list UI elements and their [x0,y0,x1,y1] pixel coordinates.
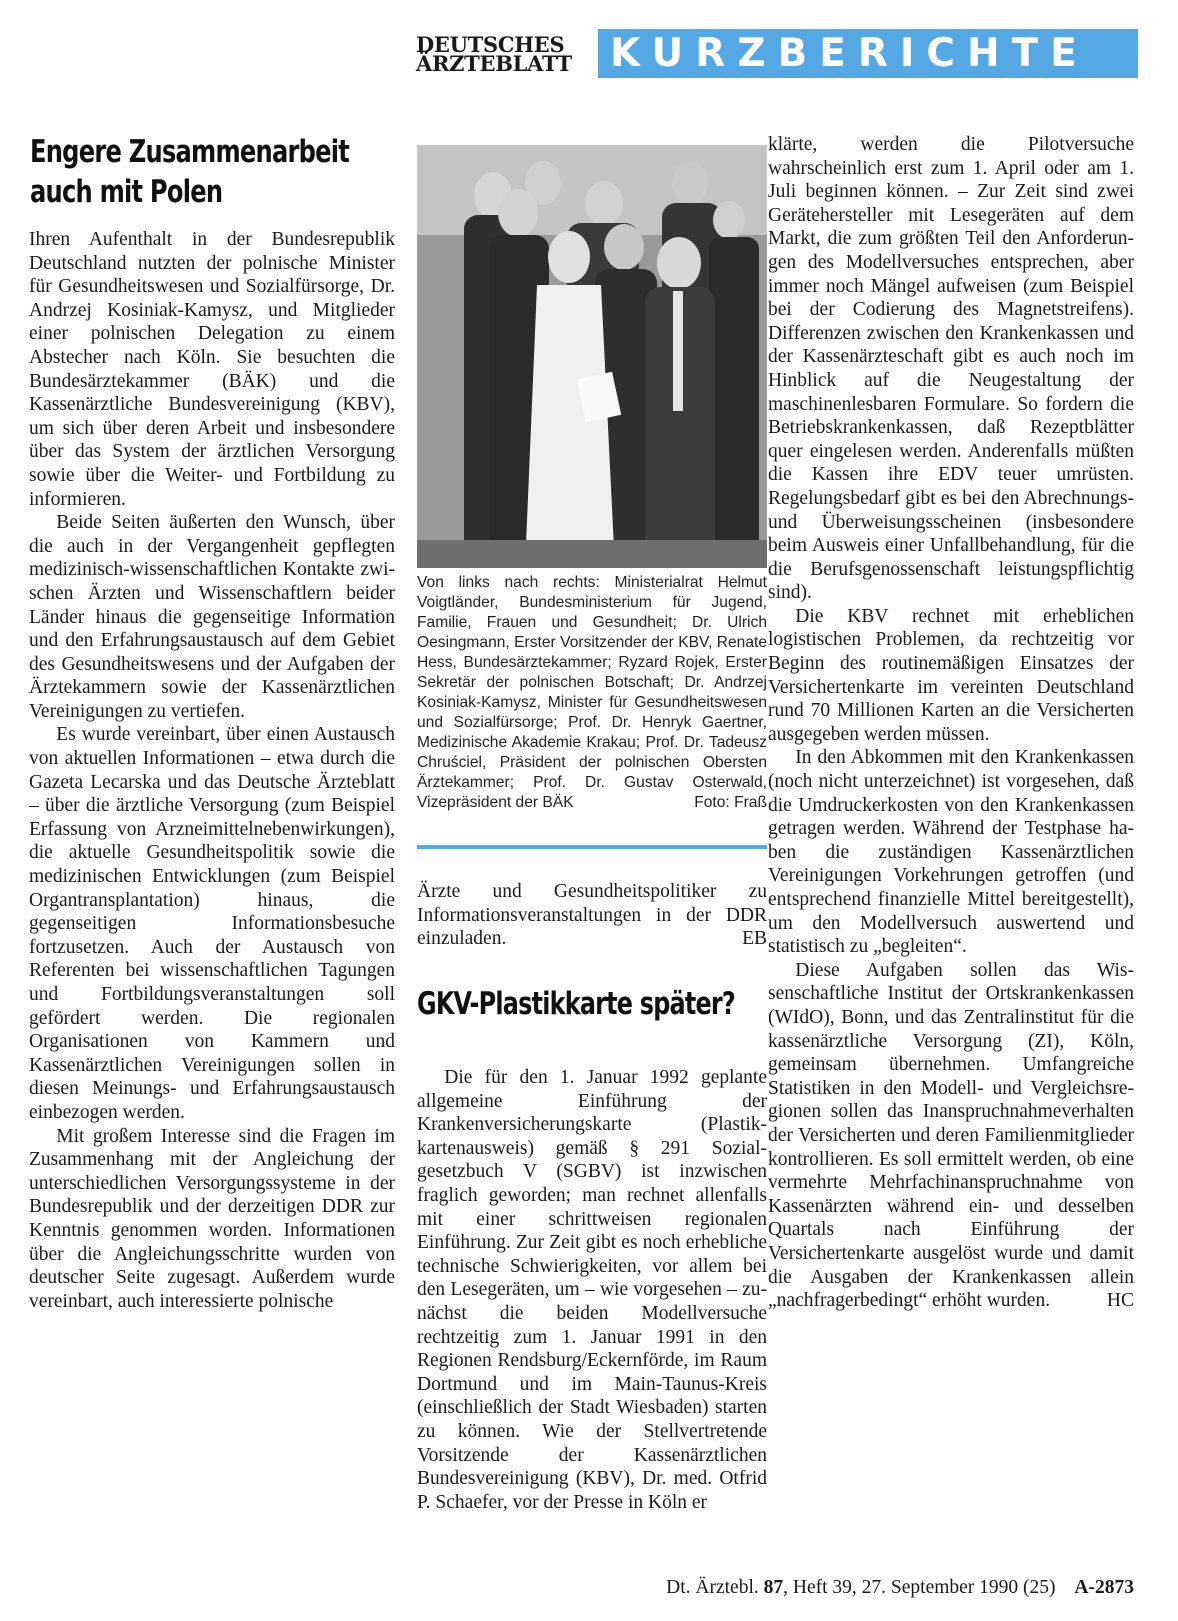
logo-line-2: ÄRZTEBLATT [416,51,572,76]
paragraph: Die KBV rechnet mit erheblichen logistischen Problemen, da rechtzeitig vor Beginn des routinemäßigen Einsatzes der Versichertenkarte im vereinten Deutschland rund 70 Millionen Karten an die Versicherten ausgegeben werden müssen. [768,605,1134,745]
paragraph: In den Abkommen mit den Krankenkassen (noch nicht unterzeichnet) ist vorgesehen, daß die Umdruckerkosten von den Krankenkassen getragen werden. Während der Testphase haben die zuständigen Kassenärztlichen Vereinigungen Vorkehrungen getroffen (und entsprechend finanzielle Mittel bereitgestellt), um den Modellversuch auswertend und statistisch zu „begleiten“. [768,747,1134,958]
page-footer [0,1577,1134,1599]
caption-text: Von links nach rechts: Ministerialrat Helmut Voigtländer, Bundesministerium für Jugend, Familie, Frauen und Gesundheit; Dr. Ulrich Oesingmann, Erster Vorsitzender der KBV, Renate Hess, Bundesärztekammer; Ryzard Rojek, Erster Sekretär der polnischen Botschaft; Dr. Andrzej Kosiniak-Kamysz, Minister für Gesundheitswesen und Sozialfürsorge; Prof. Dr. Henryk Gaertner, Medizinische Akademie Krakau; Prof. Dr. Tadeusz Chruściel, Präsident der polnischen Obersten Ärztekammer; Prof. Dr. Gustav Osterwald, Vizepräsident der BÄK [417,574,767,811]
paragraph [417,880,767,951]
headline-line-1: Engere Zusammenarbeit [30,134,350,170]
paragraph: Beide Seiten äußerten den Wunsch, über die auch in der Vergangenheit gepflegten medizinisch-wissenschaftlichen Kontakte zwischen Ärzten und Wissenschaftlern beider Länder hinaus die gegenseitige Information und den Erfahrungsaustausch auf dem Gebiet des Gesundheitswesens und der Aufgaben der Ärztekammern sowie der Kassenärztlichen Vereinigungen zu vertiefen. [29,512,395,722]
continuation-text: Ärzte und Gesundheitspolitiker zu Informationsveranstaltungen in der DDR einzuladen. [417,881,767,950]
author-initials: HC [1106,1290,1134,1312]
article-plastikkarte-continued [768,133,1134,1313]
photo-credit: Foto: Fraß [694,794,767,811]
article-plastikkarte-body [417,1066,767,1514]
paragraph [768,959,1134,1313]
article-polen-continuation [417,880,767,951]
logo-line-1: DEUTSCHES [416,32,565,57]
section-title: KURZBERICHTE [610,31,1089,76]
journal-logo [416,32,591,76]
article-polen-body [29,228,395,1313]
citation-prefix: Dt. Ärztebl. [666,1577,759,1598]
headline-line-2: auch mit Polen [30,174,223,210]
author-initials: EB [742,928,767,950]
paragraph: Ihren Aufenthalt in der Bundesrepublik Deutschland nutzten der polnische Minister für Gesundheitswesen und Sozialfürsorge, Dr. Andrzej Kosiniak-Kamysz, und Mitglieder einer polnischen Delegation zu einem Abstecher nach Köln. Sie besuchten die Bundesärztekammer (BÄK) und die Kassenärztliche Bundesvereinigung (KBV), um sich über deren Arbeit und insbesondere über das System der ärztlichen Versorgung sowie über die Weiter- und Fortbildung zu informieren. [29,229,395,510]
paragraph: Mit großem Interesse sind die Fragen im Zusammenhang mit der Angleichung der unterschiedlichen Versorgungssysteme in der Bundesrepublik und der derzeitigen DDR zur Kenntnis genommen worden. Informationen über die Angleichungsschritte wurden von deutscher Seite zugesagt. Außerdem wurde vereinbart, auch interessierte polnische [29,1125,395,1312]
group-photo-illustration [417,145,767,568]
photo-caption [417,573,767,813]
citation-volume: 87 [763,1577,784,1598]
section-divider [417,845,767,849]
article-headline-polen [30,132,389,212]
page-number: A-2873 [1074,1577,1134,1598]
section-banner [598,29,1138,78]
paragraph: Es wurde vereinbart, über einen Austausch von aktuellen Informationen – etwa durch die Gazeta Lecarska und das Deutsche Ärzteblatt – über die ärztliche Versorgung (zum Beispiel Erfassung von Arzneimittelnebenwirkungen), die aktuelle Gesundheitspolitik sowie die medizinischen Entwicklungen (zum Beispiel Organtransplantation) hinaus, die gegenseitigen Informationsbesuche fortzusetzen. Auch der Austausch von Referenten bei wissenschaftlichen Tagungen und Fortbildungsveranstaltungen soll gefördert werden. Die regionalen Organisationen von Kammern und Kassenärztlichen Vereinigungen sollen in diesen Meinungs- und Erfahrungsaustausch einbezogen werden. [29,724,395,1123]
delegation-photo [417,145,767,568]
citation-rest: , Heft 39, 27. September 1990 (25) [783,1577,1056,1598]
paragraph: Die für den 1. Januar 1992 geplante allgemeine Einführung der Krankenversicherungskarte (Plastikkartenausweis) gemäß § 291 Sozialgesetzbuch V (SGBV) ist inzwischen fraglich geworden; man rechnet allenfalls mit einer schrittweisen regionalen Einführung. Zur Zeit gibt es noch erhebliche technische Schwierigkeiten, vor allem bei den Lesegeräten, um – wie vorgesehen – zunächst die beiden Modellversuche rechtzeitig zum 1. Januar 1991 in den Regionen Rendsburg/Eckernförde, im Raum Dortmund und im Main-Taunus-Kreis (einschließlich der Stadt Wiesbaden) starten zu können. Wie der Stellvertretende Vorsitzende der Kassenärztlichen Bundesvereinigung (KBV), Dr. med. Otfrid P. Schaefer, vor der Presse in Köln er [417,1067,767,1513]
article-headline-plastikkarte: GKV-Plastikkarte später? [417,986,735,1022]
paragraph-text: Diese Aufgaben sollen das Wissenschaftliche Institut der Ortskrankenkassen (WIdO), Bonn, und das Zentralinstitut für die kassenärztliche Versorgung (ZI), Köln, gemeinsam übernehmen. Umfangreiche Statistiken in den Modell- und Vergleichsregionen sollen das Inanspruchnahmeverhalten der Versicherten und deren Familienmitglieder kontrollieren. Es soll ermittelt werden, ob eine vermehrte Mehrfachinanspruchnahme von Kassenärzten während ein- und desselben Quartals nach Einführung der Versichertenkarte ausgelöst wurde und damit die Ausgaben der Krankenkassen allein „nachfragerbedingt“ erhöht wurden. [768,959,1134,1312]
paragraph: klärte, werden die Pilotversuche wahrscheinlich erst zum 1. April oder am 1. Juli beginnen können. – Zur Zeit sind zwei Gerätehersteller mit Lesegeräten auf dem Markt, die zum größten Teil den Anforderungen des Modellversuches entsprechen, aber immer noch Mängel aufweisen (zum Beispiel bei der Codierung des Magnetstreifens). Differenzen zwischen den Krankenkassen und der Kassenärzteschaft gibt es auch noch im Hinblick auf die Neugestaltung der maschinenlesbaren Formulare. So fordern die Betriebskrankenkassen, daß Rezeptblätter quer eingelesen werden. Anderenfalls müßten die Kassen ihre EDV teuer umrüsten. Regelungsbedarf gibt es bei den Abrechnungs- und Überweisungsscheinen (insbesondere beim Ausweis einer Unfallbehandlung, für die die Berufsgenossenschaft leistungspflichtig sind). [768,134,1134,604]
